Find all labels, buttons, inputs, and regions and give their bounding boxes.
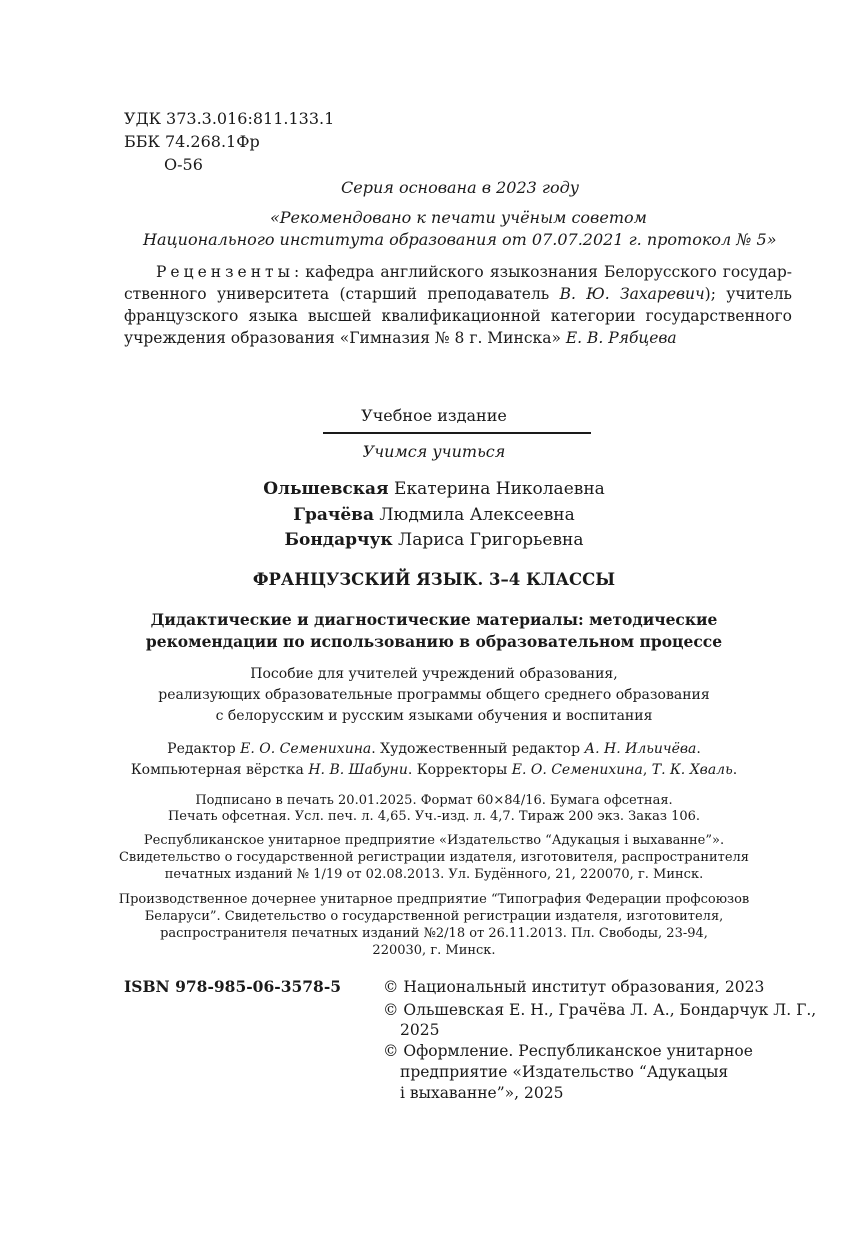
printer-line-2: Беларуси”. Свидетельство о государственной регистрации издателя, изготовителя, <box>144 909 724 924</box>
reviewers-line-2: ственного университета (старший преподаватель В. Ю. Захаревич); учитель <box>124 285 792 303</box>
staff-line-1: Редактор Е. О. Семенихина. Художественный редактор А. Н. Ильичёва. <box>167 741 701 757</box>
printer-line-3: распространителя печатных изданий №2/18 от 26.11.2013. Пл. Свободы, 23-94, <box>160 926 708 941</box>
divider-rule <box>323 432 591 434</box>
isbn: ISBN 978-985-06-3578-5 <box>124 977 342 996</box>
audience-line-1: Пособие для учителей учреждений образования, <box>250 666 618 682</box>
reviewers-line-4: учреждения образования «Гимназия № 8 г. Минска» Е. В. Рябцева <box>124 329 677 347</box>
udk-code: УДК 373.3.016:811.133.1 <box>124 109 335 128</box>
reviewers-line-1: Рецензенты: кафедра английского языкознания Белорусского государ- <box>156 263 792 281</box>
copyright-2: © Ольшевская Е. Н., Грачёва Л. А., Бондарчук Л. Г., <box>383 1001 817 1019</box>
publisher-line-3: печатных изданий № 1/19 от 02.08.2013. Ул. Будённого, 21, 220070, г. Минск. <box>164 867 704 882</box>
series-note: Серия основана в 2023 году <box>341 178 580 197</box>
reviewer-name-1: В. Ю. Захаревич <box>559 285 705 303</box>
copyright-1: © Национальный институт образования, 2023 <box>383 978 765 996</box>
publisher-line-2: Свидетельство о государственной регистрации издателя, изготовителя, распространителя <box>118 850 749 865</box>
print-specs-line-2: Печать офсетная. Усл. печ. л. 4,65. Уч.-изд. л. 4,7. Тираж 200 экз. Заказ 106. <box>167 809 701 824</box>
audience-line-2: реализующих образовательные программы общего среднего образования <box>158 687 710 703</box>
copyright-3: © Оформление. Республиканское унитарное <box>383 1042 753 1060</box>
series-name: Учимся учиться <box>362 442 506 461</box>
author-3: Бондарчук Лариса Григорьевна <box>284 530 584 550</box>
author-1: Ольшевская Екатерина Николаевна <box>263 479 605 499</box>
printer-line-1: Производственное дочернее унитарное предприятие “Типография Федерации профсоюзов <box>118 892 750 907</box>
author-mark: О-56 <box>164 155 203 174</box>
author-2: Грачёва Людмила Алексеевна <box>293 505 575 525</box>
subtitle-line-1: Дидактические и диагностические материалы: методические <box>150 610 718 629</box>
recommendation-line-2: Национального института образования от 07.07.2021 г. протокол № 5» <box>143 230 777 249</box>
print-specs-line-1: Подписано в печать 20.01.2025. Формат 60×84/16. Бумага офсетная. <box>195 793 673 808</box>
bbk-code: ББК 74.268.1Фр <box>124 132 260 151</box>
reviewers-label: Рецензенты <box>156 263 294 281</box>
copyright-3-cont-1: предприятие «Издательство “Адукацыя <box>400 1063 729 1081</box>
printer-line-4: 220030, г. Минск. <box>372 943 496 958</box>
copyright-2-cont: 2025 <box>400 1021 440 1039</box>
book-title: ФРАНЦУЗСКИЙ ЯЗЫК. 3–4 КЛАССЫ <box>252 570 616 589</box>
reviewers-paragraph <box>124 261 792 349</box>
staff-line-2: Компьютерная вёрстка Н. В. Шабуни. Корректоры Е. О. Семенихина, Т. К. Хваль. <box>130 762 738 778</box>
subtitle-line-2: рекомендации по использованию в образовательном процессе <box>145 632 723 651</box>
copyright-3-cont-2: і выхаванне”», 2025 <box>400 1084 564 1102</box>
audience-line-3: с белорусским и русским языками обучения и воспитания <box>215 708 653 724</box>
reviewers-line-3: французского языка высшей квалификационной категории государственного <box>124 307 792 325</box>
reviewer-name-2: Е. В. Рябцева <box>565 329 677 347</box>
publisher-line-1: Республиканское унитарное предприятие «Издательство “Адукацыя і выхаванне”». <box>143 833 725 848</box>
recommendation-line-1: «Рекомендовано к печати учёным советом <box>270 208 647 227</box>
edition-type: Учебное издание <box>361 406 507 425</box>
